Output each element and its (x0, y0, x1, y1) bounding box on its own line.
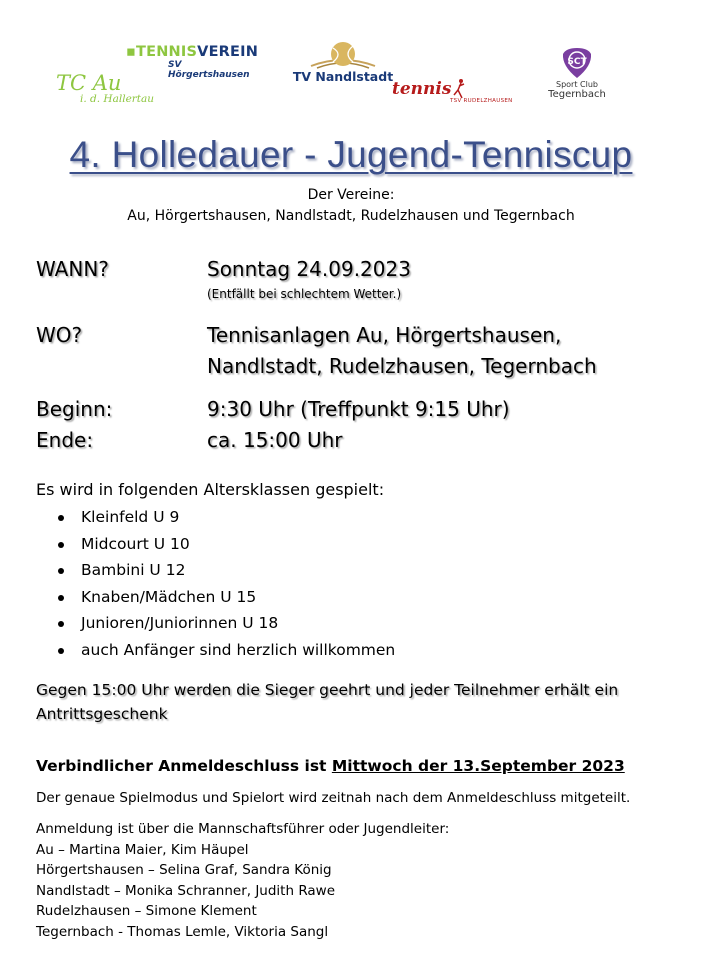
wo-value-line2: Nandlstadt, Rudelzhausen, Tegernbach (207, 354, 597, 378)
sct-shield-icon (560, 46, 594, 80)
logo-tennisverein-sub: SV Hörgertshausen (168, 60, 250, 80)
contact-line: Au – Martina Maier, Kim Häupel (36, 841, 249, 858)
wo-value-line1: Tennisanlagen Au, Hörgertshausen, (207, 323, 562, 347)
bullet-icon (58, 648, 64, 654)
list-item-text: auch Anfänger sind herzlich willkommen (81, 640, 396, 659)
logo-tsv-sub: TSV RUDELZHAUSEN (450, 98, 513, 104)
logo-tsv-rudelzhausen (392, 80, 522, 116)
tennis-player-icon (452, 78, 466, 100)
modus-text: Der genaue Spielmodus und Spielort wird zeitnah nach dem Anmeldeschluss mitgeteilt. (36, 790, 631, 806)
list-item (55, 557, 395, 584)
deadline-prefix: Verbindlicher Anmeldeschluss ist (36, 757, 332, 775)
classes-intro: Es wird in folgenden Altersklassen gespielt: (36, 480, 385, 499)
deadline-date: Mittwoch der 13.September 2023 (331, 757, 625, 775)
contacts-block (36, 819, 449, 942)
bullet-icon (58, 621, 64, 627)
wann-value: Sonntag 24.09.2023 (207, 257, 411, 281)
logo-tennisverein-word2: VEREIN (197, 44, 259, 60)
contact-line: Rudelzhausen – Simone Klement (36, 903, 257, 919)
bullet-icon (58, 568, 64, 574)
logo-sct-line1: Sport Club (556, 80, 598, 89)
classes-list (55, 504, 395, 663)
beginn-label: Beginn: (36, 397, 113, 421)
bullet-icon (58, 542, 64, 548)
logo-tc-au (56, 72, 166, 108)
list-item-text: Midcourt U 10 (81, 534, 190, 553)
award-text: Gegen 15:00 Uhr werden die Sieger geehrt und jeder Teilnehmer erhält ein Antrittsgeschenk (36, 681, 619, 723)
contacts-intro: Anmeldung ist über die Mannschaftsführer oder Jugendleiter: (36, 821, 450, 837)
subtitle-line1: Der Vereine: (307, 187, 395, 203)
contact-line: Tegernbach - Thomas Lemle, Viktoria Sangl (36, 923, 329, 940)
wann-note: (Entfällt bei schlechtem Wetter.) (207, 287, 402, 301)
page-title-text: 4. Holledauer - Jugend-Tenniscup (69, 134, 633, 175)
logo-sct-line2: Tegernbach (548, 89, 606, 100)
ende-label: Ende: (36, 428, 94, 452)
list-item (55, 504, 395, 531)
sct-badge-text: SCT (567, 57, 587, 67)
logo-tsv-script: tennis (392, 79, 452, 99)
wo-label: WO? (36, 323, 83, 347)
tennis-ball-icon (307, 40, 379, 70)
ende-value: ca. 15:00 Uhr (207, 428, 343, 452)
logo-tennisverein-word1: TENNIS (136, 44, 198, 60)
list-item (55, 637, 395, 664)
list-item-text: Bambini U 12 (81, 561, 186, 579)
bullet-icon (58, 595, 64, 601)
subtitle-line2: Au, Hörgertshausen, Nandlstadt, Rudelzhausen und Tegernbach (127, 208, 575, 224)
logo-tennisverein-hoergertshausen: ▪TENNISVEREIN SV Hörgertshausen (126, 44, 266, 74)
logo-tc-au-sub: i. d. Hallertau (80, 93, 155, 105)
page-title (0, 133, 702, 177)
logo-tv-nandlstadt-text: TV Nandlstadt (292, 69, 394, 84)
deadline (36, 755, 625, 777)
logo-sport-club-tegernbach (536, 46, 618, 104)
logo-tc-au-name: TC Au (56, 71, 122, 95)
list-item-text: Junioren/Juniorinnen U 18 (81, 614, 279, 632)
beginn-value: 9:30 Uhr (Treffpunkt 9:15 Uhr) (207, 397, 510, 421)
contact-line: Nandlstadt – Monika Schranner, Judith Rawe (36, 882, 336, 899)
list-item (55, 610, 395, 637)
logo-tv-nandlstadt (292, 40, 394, 88)
list-item-text: Knaben/Mädchen U 15 (81, 587, 257, 606)
wann-label: WANN? (36, 257, 109, 281)
list-item-text: Kleinfeld U 9 (81, 508, 180, 526)
bullet-icon (58, 515, 64, 521)
list-item (55, 584, 395, 611)
list-item (55, 531, 395, 558)
contact-line: Hörgertshausen – Selina Graf, Sandra König (36, 862, 332, 878)
